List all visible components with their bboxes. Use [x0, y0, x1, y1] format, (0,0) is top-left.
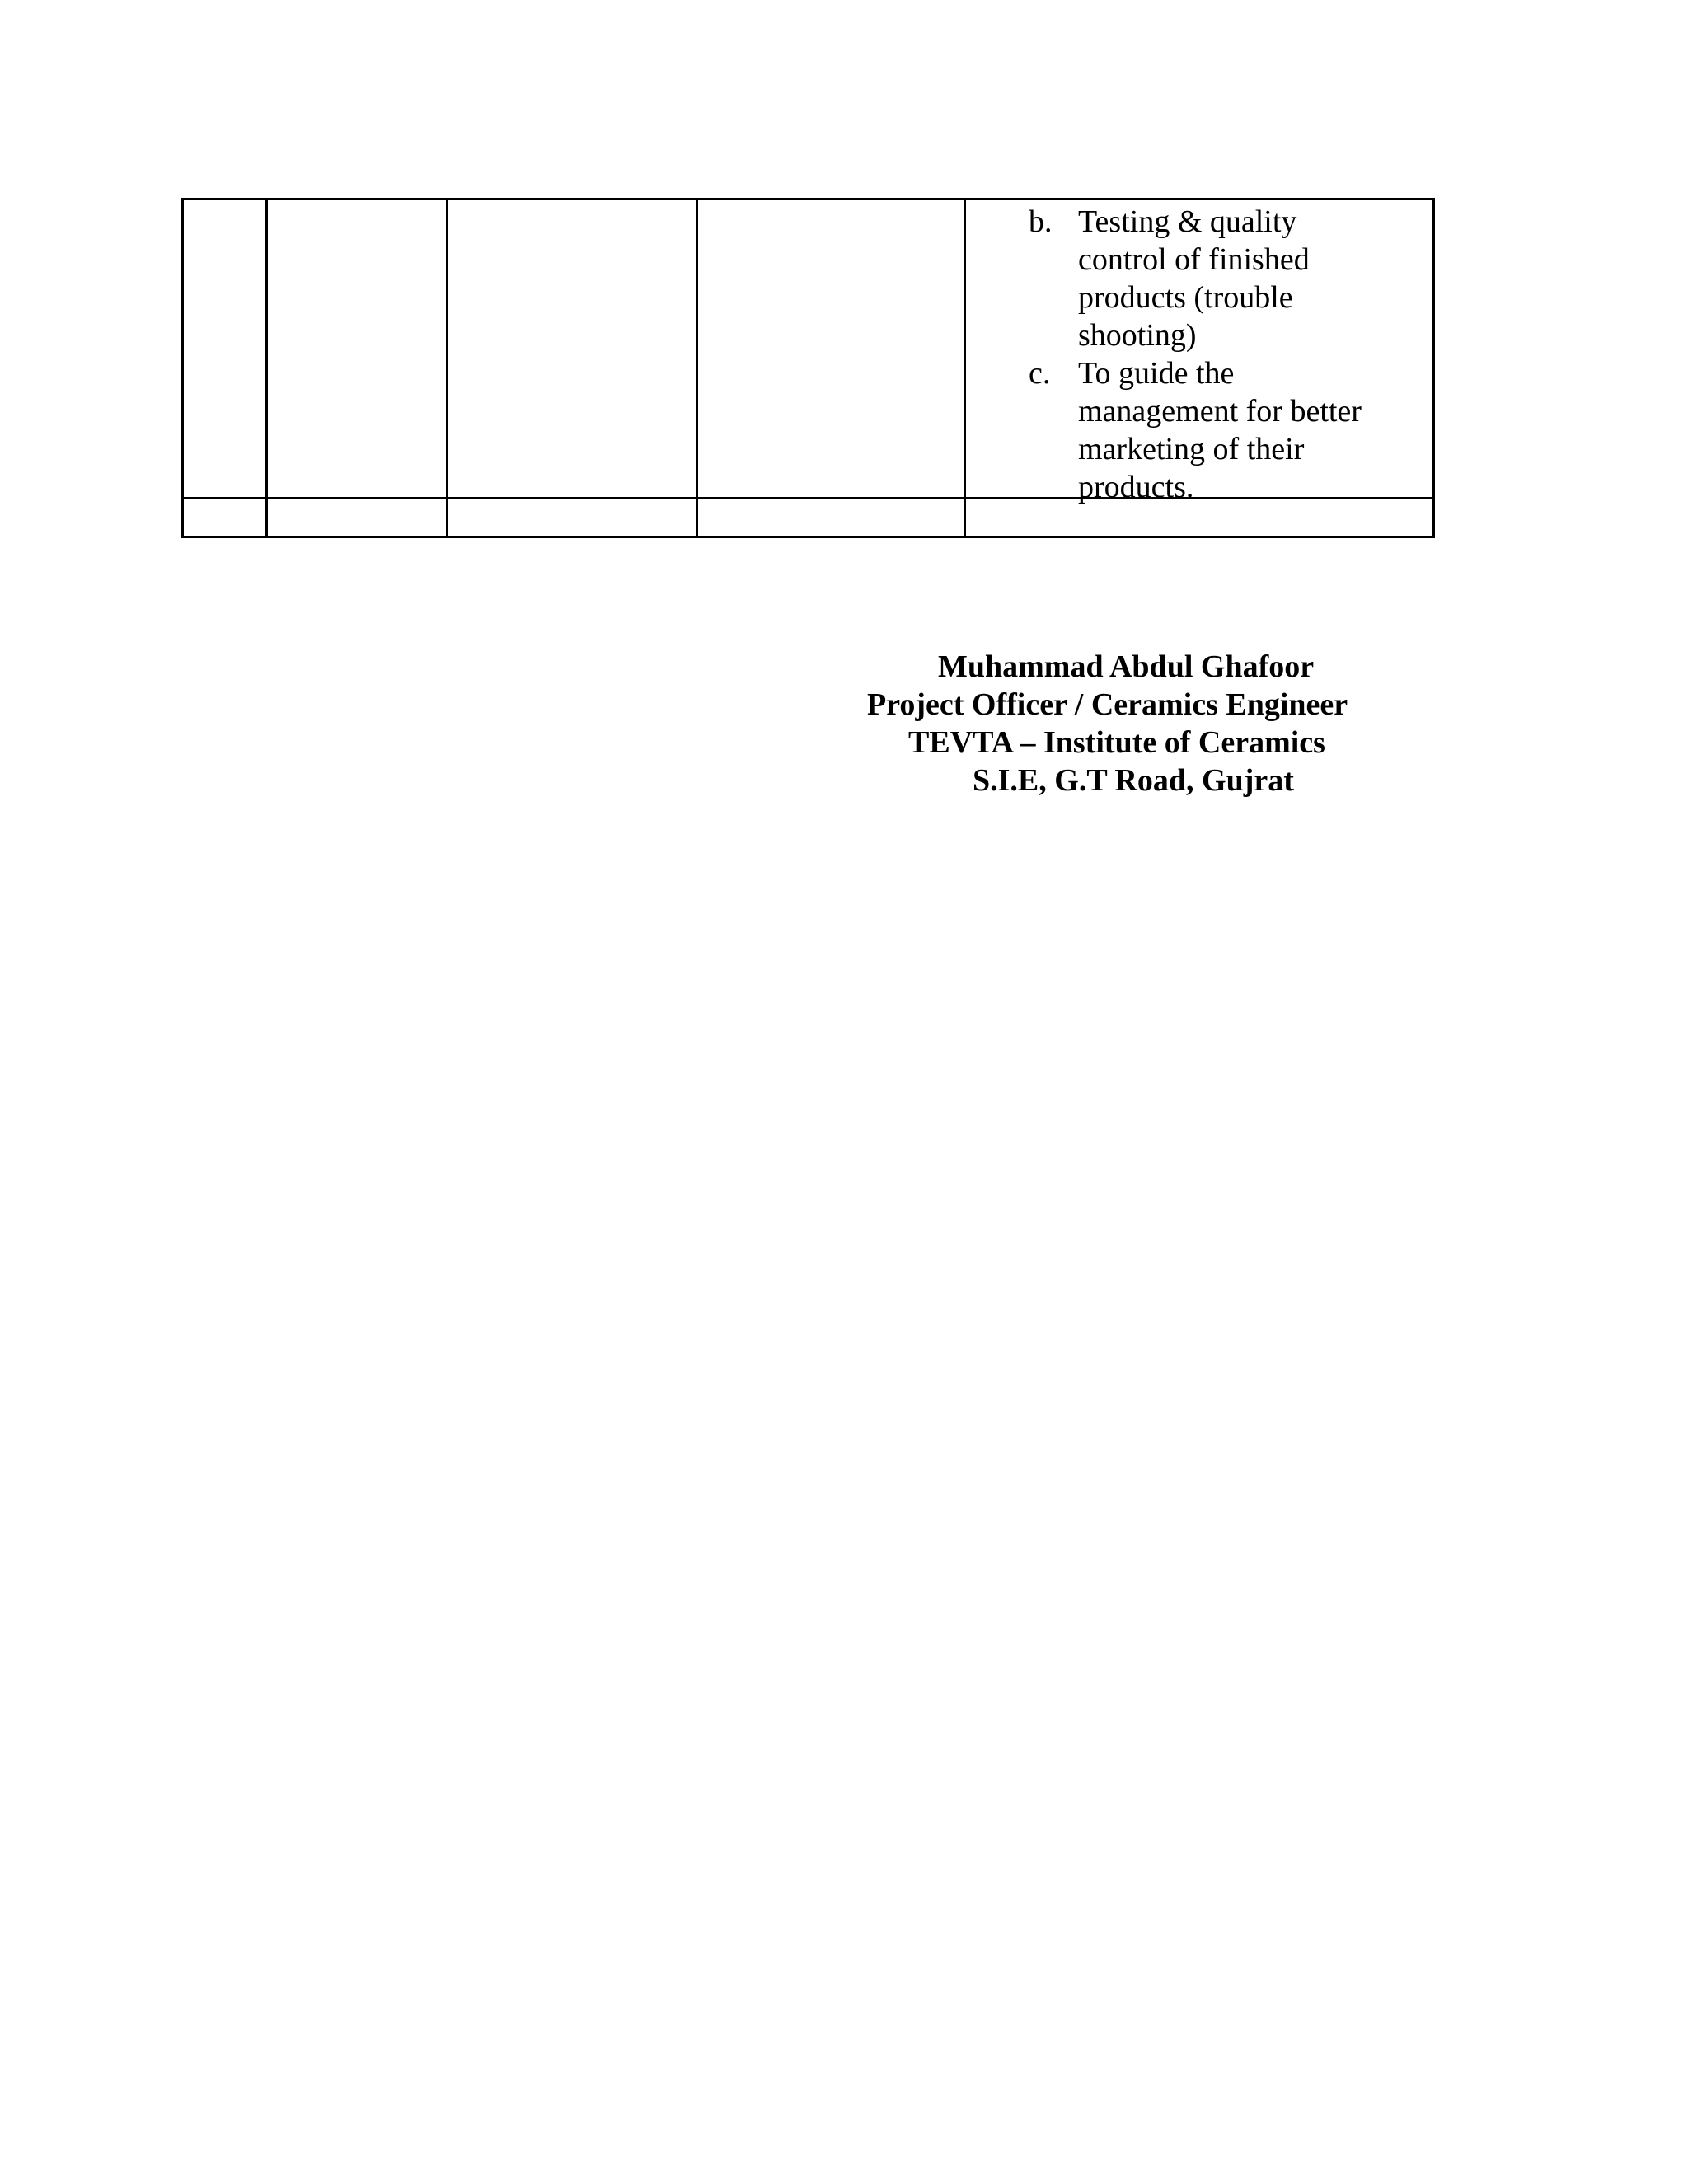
signatory-address: S.I.E, G.T Road, Gujrat [973, 763, 1294, 798]
activities-table [181, 198, 1435, 538]
signatory-organization: TEVTA – Institute of Ceramics [908, 725, 1325, 760]
table-row [183, 199, 1434, 499]
table-cell [697, 199, 965, 499]
table-cell [697, 499, 965, 537]
table-cell [267, 499, 448, 537]
signature-block [824, 648, 1451, 799]
list-item-text: To guide the management for better marketing of their products. [1078, 356, 1362, 504]
table-cell [448, 499, 697, 537]
objectives-list [1029, 203, 1391, 506]
table-cell [267, 199, 448, 499]
list-marker: b. [1029, 204, 1053, 239]
table-cell-objectives [965, 199, 1434, 504]
table-cell-serial [183, 199, 267, 499]
table-cell [448, 199, 697, 499]
list-item [1029, 203, 1391, 354]
list-marker: c. [1029, 356, 1051, 391]
list-item [1029, 354, 1391, 506]
signatory-title: Project Officer / Ceramics Engineer [867, 687, 1348, 722]
table-cell [183, 499, 267, 537]
signatory-name: Muhammad Abdul Ghafoor [938, 649, 1315, 684]
list-item-text: Testing & quality control of finished products (trouble shooting) [1078, 204, 1310, 353]
